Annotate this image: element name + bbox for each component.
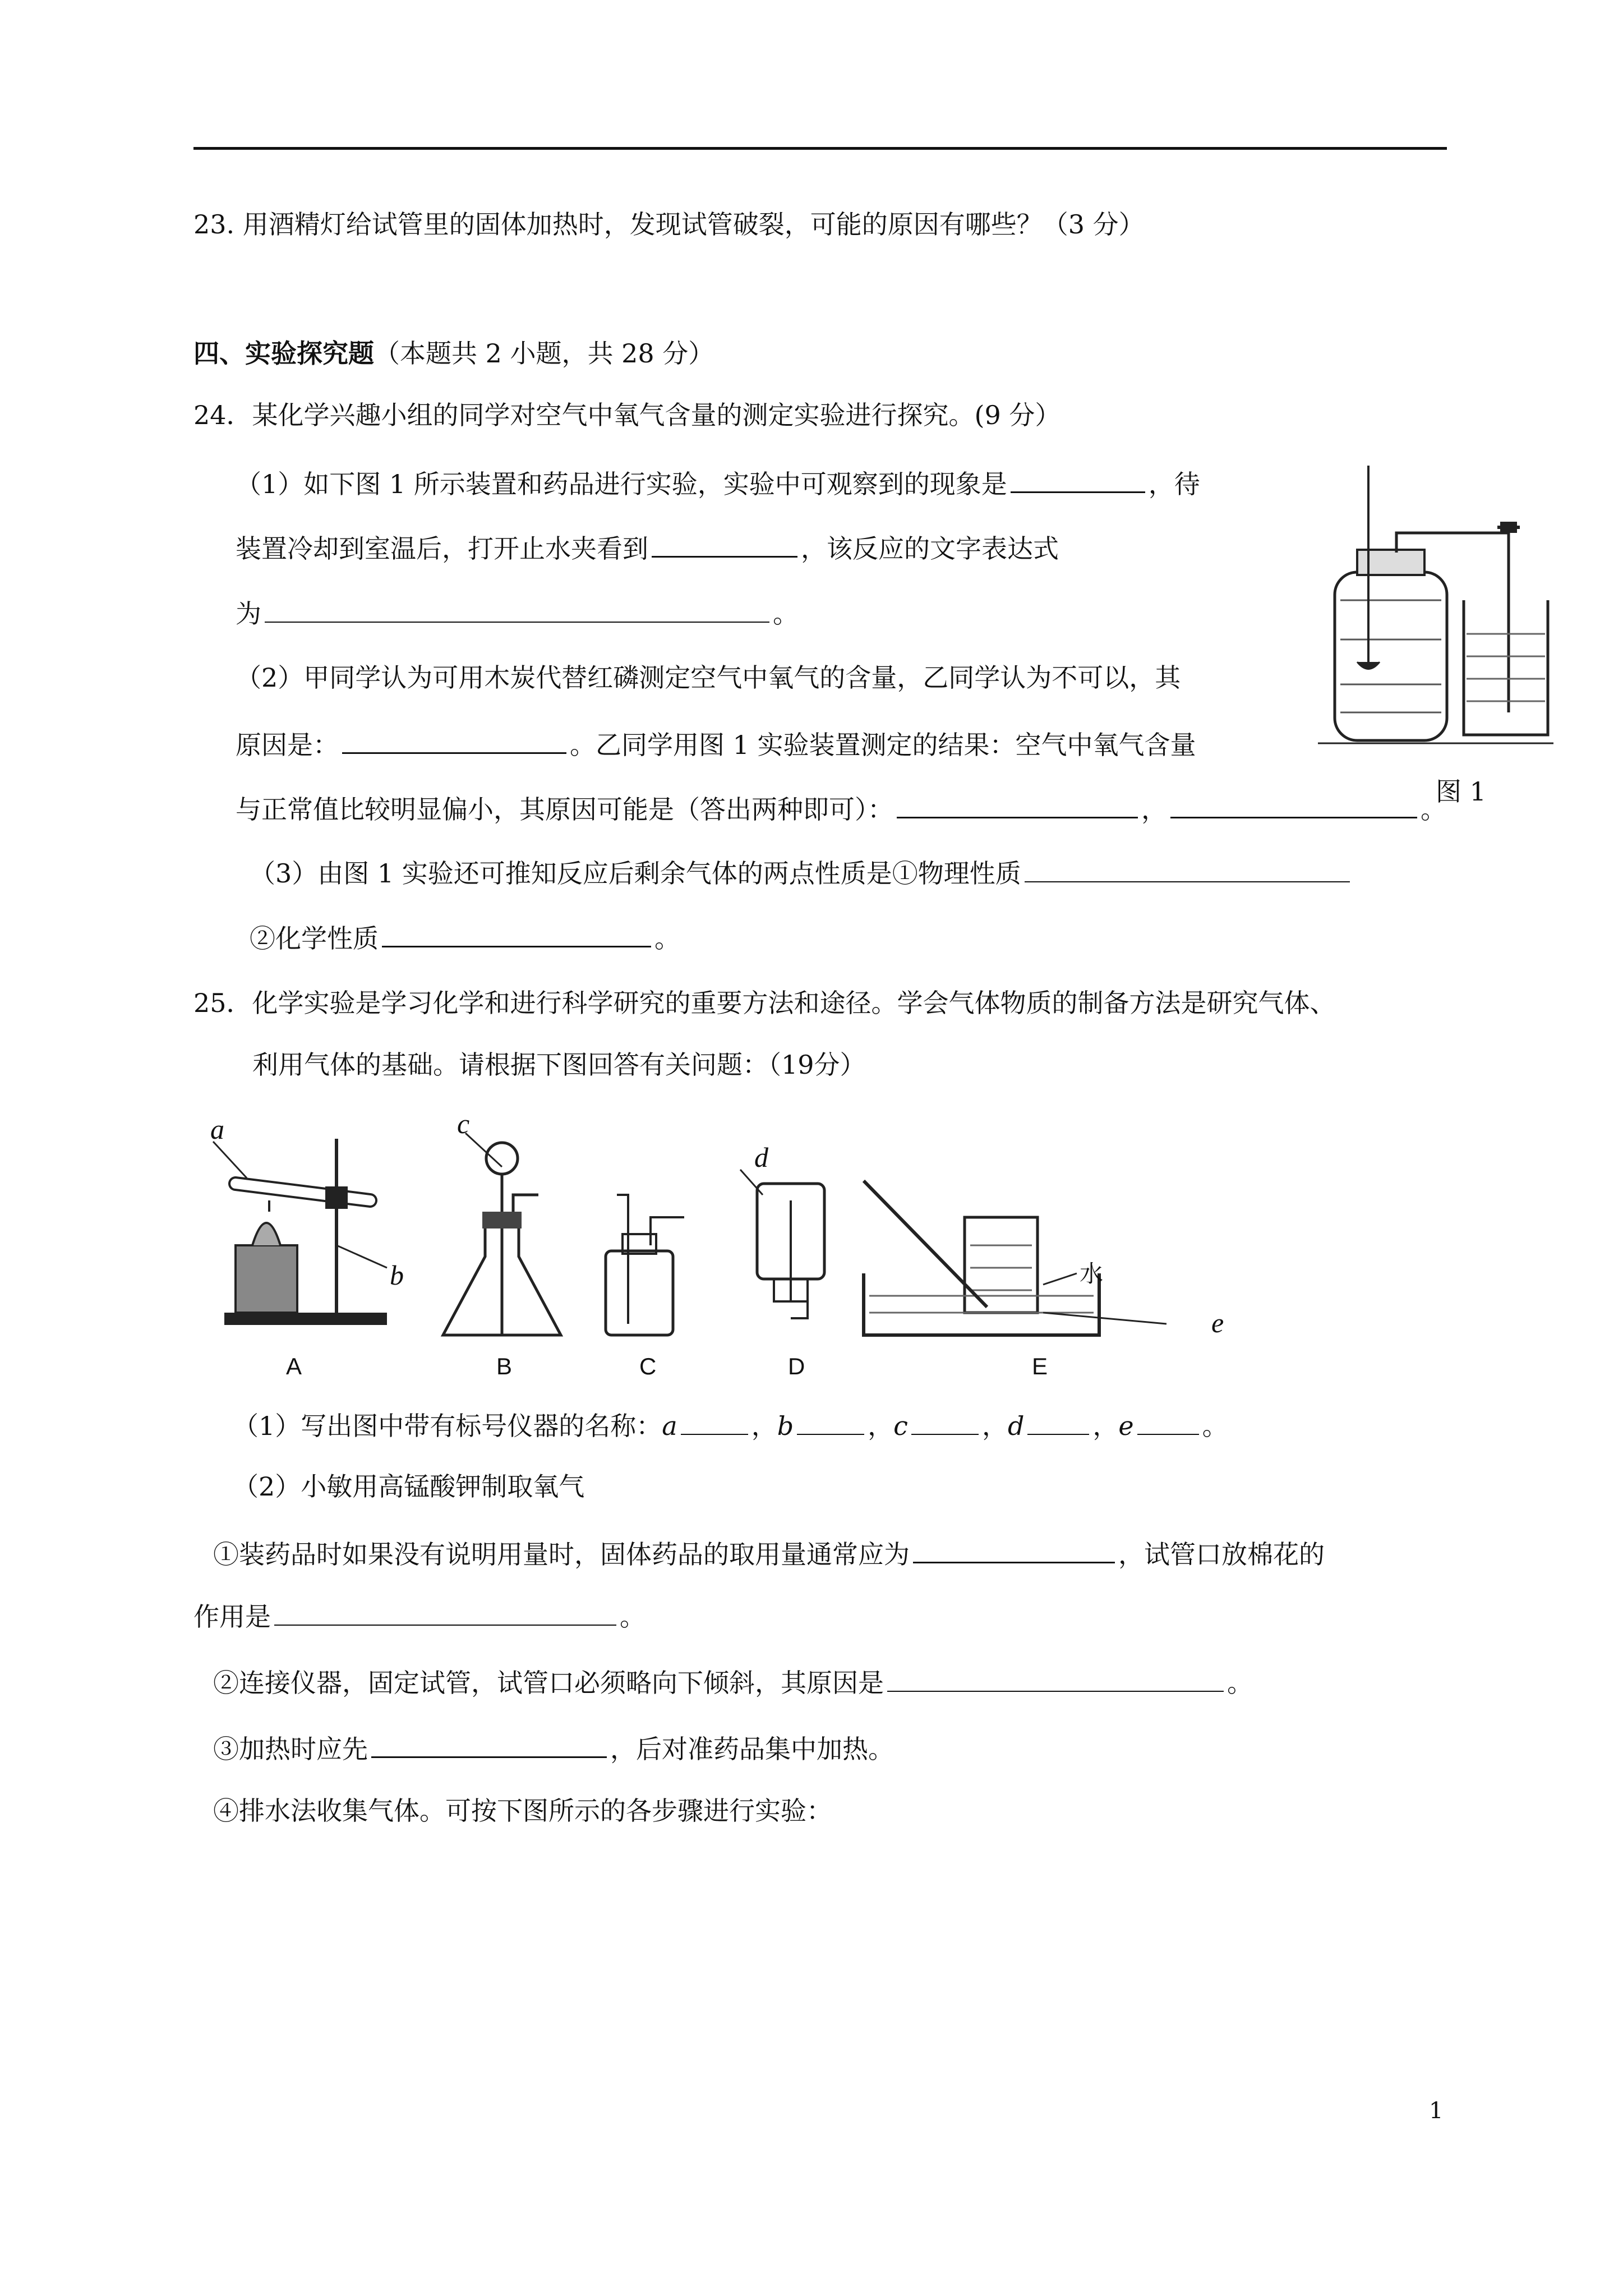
label-d: d	[754, 1142, 768, 1173]
answer-blank[interactable]	[1137, 1408, 1199, 1435]
q25-item1-line1: ①装药品时如果没有说明用量时，固体药品的取用量通常应为 ，试管口放棉花的	[213, 1536, 1325, 1571]
answer-blank[interactable]	[652, 530, 797, 558]
question-25-intro1: 25．化学实验是学习化学和进行科学研究的重要方法和途径。学会气体物质的制备方法是研究气体、	[193, 988, 1336, 1018]
answer-blank[interactable]	[797, 1408, 864, 1435]
question-25-intro2: 利用气体的基础。请根据下图回答有关问题：（19分）	[252, 1050, 866, 1080]
answer-blank[interactable]	[1011, 466, 1145, 493]
answer-blank[interactable]	[1027, 1408, 1089, 1435]
q25-item3: ③加热时应先 ，后对准药品集中加热。	[213, 1731, 894, 1766]
label-b: b	[390, 1259, 404, 1291]
answer-blank[interactable]	[887, 1665, 1224, 1692]
answer-blank[interactable]	[265, 596, 769, 623]
apparatus-d	[740, 1170, 824, 1318]
answer-blank[interactable]	[1025, 855, 1350, 882]
q24-part1-line2: 装置冷却到室温后，打开止水夹看到 ，该反应的文字表达式	[236, 530, 1059, 565]
q24-part2-line3: 与正常值比较明显偏小，其原因可能是（答出两种即可）： ， 。	[236, 791, 1446, 826]
figure-1-apparatus	[1312, 460, 1559, 752]
answer-blank[interactable]	[913, 1536, 1115, 1563]
q24-part1-line3: 为 。	[236, 596, 799, 631]
q25-sub1: （1）写出图中带有标号仪器的名称：a ，b ，c ，d ，e 。	[233, 1408, 1228, 1443]
q25-item2: ②连接仪器，固定试管，试管口必须略向下倾斜，其原因是 。	[213, 1665, 1253, 1700]
apparatus-c	[606, 1195, 684, 1335]
section-note: （本题共 2 小题，共 28 分）	[374, 338, 714, 369]
caption-d: D	[788, 1353, 805, 1379]
apparatus-a	[213, 1139, 387, 1325]
page-number: 1	[1429, 2098, 1444, 2124]
question-24-intro: 24．某化学兴趣小组的同学对空气中氧气含量的测定实验进行探究。(9 分）	[193, 400, 1061, 430]
q25-item1-line2: 作用是 。	[193, 1599, 645, 1634]
q24-part3-line2: ②化学性质 。	[250, 920, 680, 955]
caption-b: B	[496, 1353, 513, 1379]
q24-part1-line1: （1）如下图 1 所示装置和药品进行实验，实验中可观察到的现象是 ，待	[236, 466, 1200, 501]
answer-blank[interactable]	[897, 791, 1138, 818]
q25-sub2: （2）小敏用高锰酸钾制取氧气	[233, 1471, 585, 1502]
q24-part2-line2: 原因是： 。乙同学用图 1 实验装置测定的结果：空气中氧气含量	[236, 726, 1196, 762]
section-title: 四、实验探究题	[193, 338, 374, 369]
answer-blank[interactable]	[371, 1731, 607, 1758]
section-heading	[193, 337, 714, 370]
apparatus-b	[443, 1133, 561, 1335]
label-e: e	[1211, 1307, 1224, 1338]
caption-e: E	[1032, 1353, 1048, 1379]
answer-blank[interactable]	[274, 1599, 616, 1626]
question-23: 23. 用酒精灯给试管里的固体加热时，发现试管破裂，可能的原因有哪些？（3 分）	[193, 209, 1145, 240]
answer-blank[interactable]	[342, 726, 566, 754]
answer-blank[interactable]	[382, 920, 651, 947]
label-a: a	[210, 1116, 224, 1145]
q24-part2-line1: （2）甲同学认为可用木炭代替红磷测定空气中氧气的含量，乙同学认为不可以，其	[236, 662, 1181, 693]
header-rule	[193, 147, 1447, 150]
label-water: 水	[1080, 1260, 1104, 1287]
caption-c: C	[639, 1353, 657, 1379]
apparatus-figure	[202, 1116, 1301, 1386]
apparatus-e	[864, 1181, 1166, 1335]
answer-blank[interactable]	[911, 1408, 979, 1435]
answer-blank[interactable]	[1170, 791, 1417, 818]
q25-item4: ④排水法收集气体。可按下图所示的各步骤进行实验：	[213, 1796, 832, 1826]
caption-a: A	[286, 1353, 302, 1379]
figure-1-caption: 图 1	[1436, 776, 1486, 807]
q24-part3-line1: （3）由图 1 实验还可推知反应后剩余气体的两点性质是①物理性质	[250, 855, 1353, 890]
label-c: c	[457, 1116, 470, 1139]
answer-blank[interactable]	[681, 1408, 748, 1435]
